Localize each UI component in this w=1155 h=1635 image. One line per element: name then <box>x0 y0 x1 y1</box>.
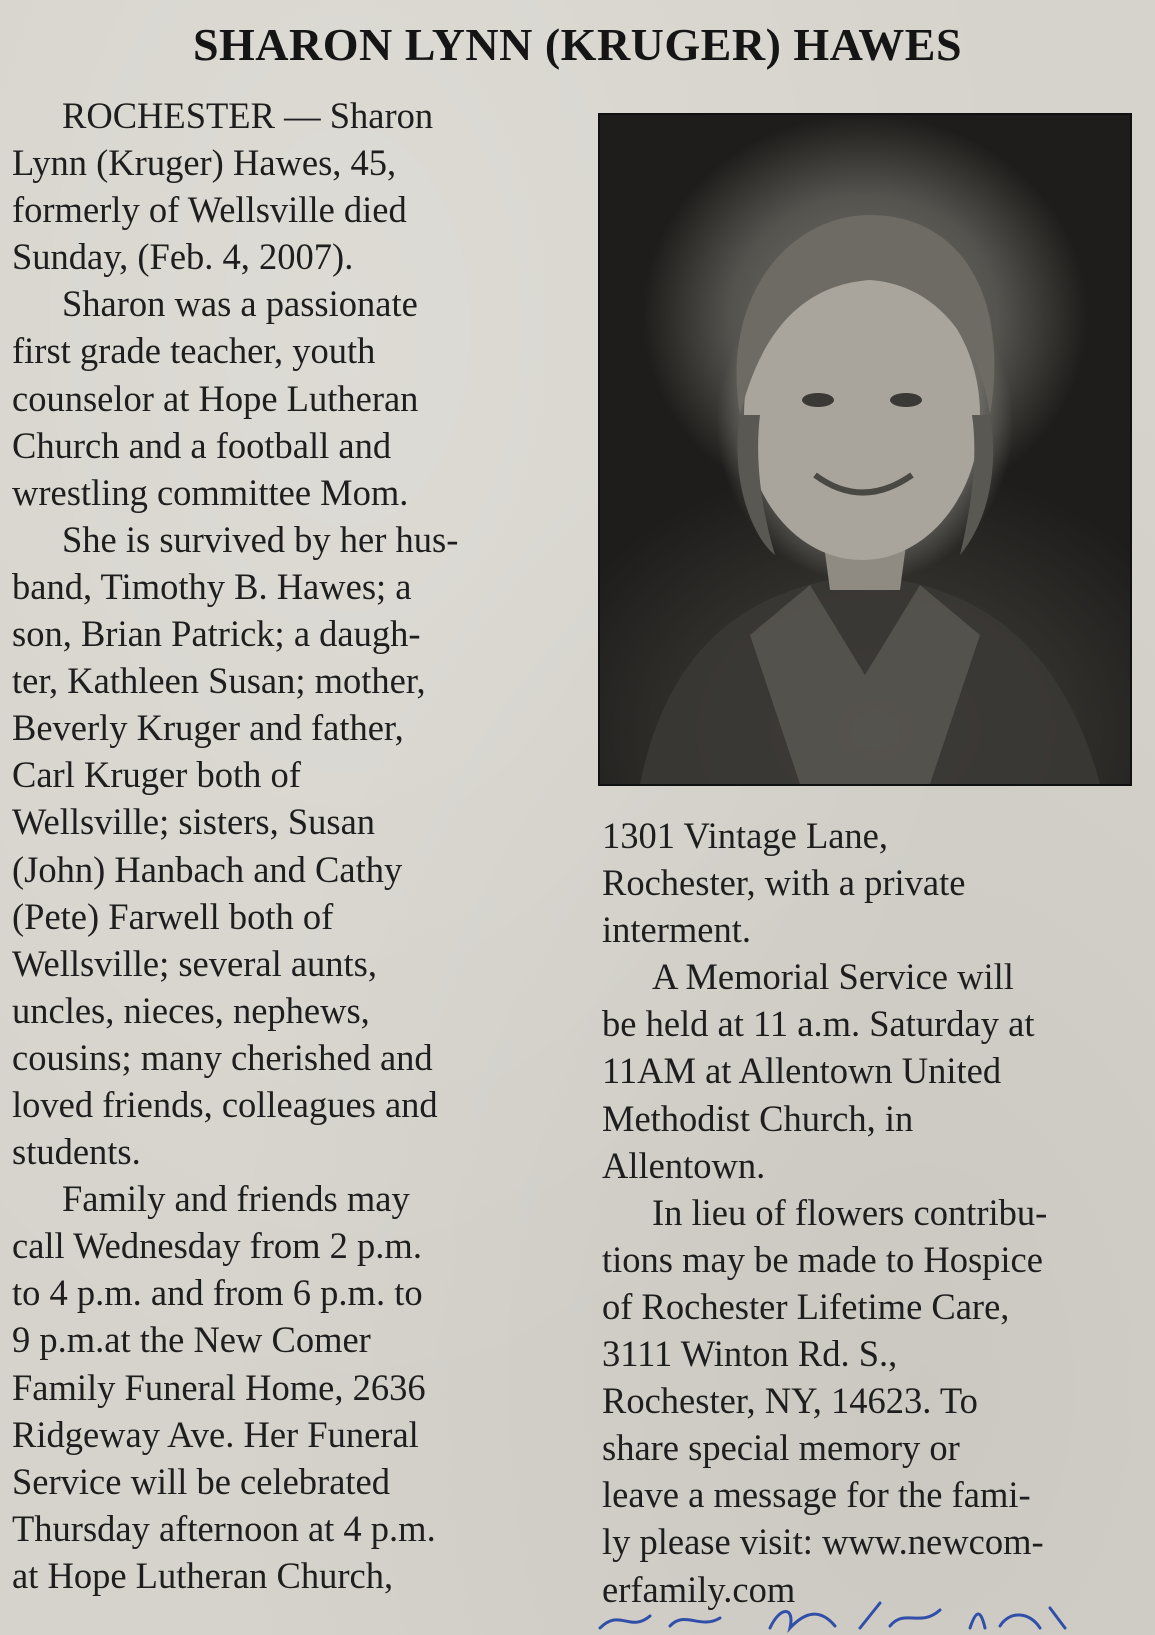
right-column-line: Allentown. <box>602 1144 766 1186</box>
right-column-line: erfamily.com <box>602 1568 796 1610</box>
left-column-line: uncles, nieces, nephews, <box>12 989 370 1031</box>
right-column-line: In lieu of flowers contribu- <box>652 1191 1048 1233</box>
right-column-line: Methodist Church, in <box>602 1097 914 1139</box>
left-column-line: ter, Kathleen Susan; mother, <box>12 660 426 702</box>
left-column-line: Ridgeway Ave. Her Funeral <box>12 1413 419 1455</box>
left-column <box>12 92 557 1599</box>
left-column-line: (Pete) Farwell both of <box>12 895 334 937</box>
left-column-line: band, Timothy B. Hawes; a <box>12 565 412 607</box>
left-column-line: Wellsville; several aunts, <box>12 942 377 984</box>
left-column-line: 9 p.m.at the New Comer <box>12 1319 371 1361</box>
left-column-line: Lynn (Kruger) Hawes, 45, <box>12 142 397 184</box>
right-column-line: leave a message for the fami- <box>602 1474 1031 1516</box>
left-column-line: (John) Hanbach and Cathy <box>12 848 403 890</box>
right-column-line: be held at 11 a.m. Saturday at <box>602 1003 1035 1045</box>
left-column-line: Wellsville; sisters, Susan <box>12 801 376 843</box>
left-column-line: son, Brian Patrick; a daugh- <box>12 613 421 655</box>
portrait-photo <box>598 113 1132 786</box>
right-column-line: share special memory or <box>602 1427 960 1469</box>
obituary-headline: SHARON LYNN (KRUGER) HAWES <box>192 19 963 70</box>
left-column-line: Sunday, (Feb. 4, 2007). <box>12 236 354 278</box>
right-column-line: 11AM at Allentown United <box>602 1050 1002 1092</box>
right-column <box>602 812 1147 1613</box>
left-column-line: wrestling committee Mom. <box>12 471 409 513</box>
left-column-line: cousins; many cherished and <box>12 1036 433 1078</box>
left-column-line: Family Funeral Home, 2636 <box>12 1366 426 1408</box>
left-column-line: Thursday afternoon at 4 p.m. <box>12 1507 436 1549</box>
left-column-line: at Hope Lutheran Church, <box>12 1554 394 1596</box>
left-column-line: first grade teacher, youth <box>12 330 376 372</box>
left-column-line: Church and a football and <box>12 424 392 466</box>
right-column-line: ly please visit: www.newcom- <box>602 1521 1044 1563</box>
left-column-line: She is survived by her hus- <box>62 518 459 560</box>
left-column-line: counselor at Hope Lutheran <box>12 377 419 419</box>
right-column-line: 3111 Winton Rd. S., <box>602 1333 898 1375</box>
right-column-line: Rochester, with a private <box>602 862 966 904</box>
handwritten-annotation <box>590 1598 1090 1635</box>
left-column-line: Sharon was a passionate <box>62 283 418 325</box>
left-column-line: Family and friends may <box>62 1178 410 1220</box>
right-column-line: A Memorial Service will <box>652 956 1014 998</box>
left-column-line: Beverly Kruger and father, <box>12 707 404 749</box>
right-column-line: Rochester, NY, 14623. To <box>602 1380 978 1422</box>
left-column-line: Carl Kruger both of <box>12 754 301 796</box>
left-column-line: call Wednesday from 2 p.m. <box>12 1225 422 1267</box>
right-column-line: 1301 Vintage Lane, <box>602 815 889 856</box>
left-column-line: loved friends, colleagues and <box>12 1083 438 1125</box>
left-column-line: ROCHESTER — Sharon <box>62 95 434 136</box>
left-column-line: students. <box>12 1131 141 1173</box>
left-column-line: to 4 p.m. and from 6 p.m. to <box>12 1272 423 1314</box>
left-column-line: Service will be celebrated <box>12 1460 390 1502</box>
right-column-line: of Rochester Lifetime Care, <box>602 1285 1010 1327</box>
right-column-line: interment. <box>602 909 751 951</box>
right-column-line: tions may be made to Hospice <box>602 1238 1043 1280</box>
left-column-line: formerly of Wellsville died <box>12 189 407 231</box>
portrait-photo-icon <box>600 115 1130 784</box>
